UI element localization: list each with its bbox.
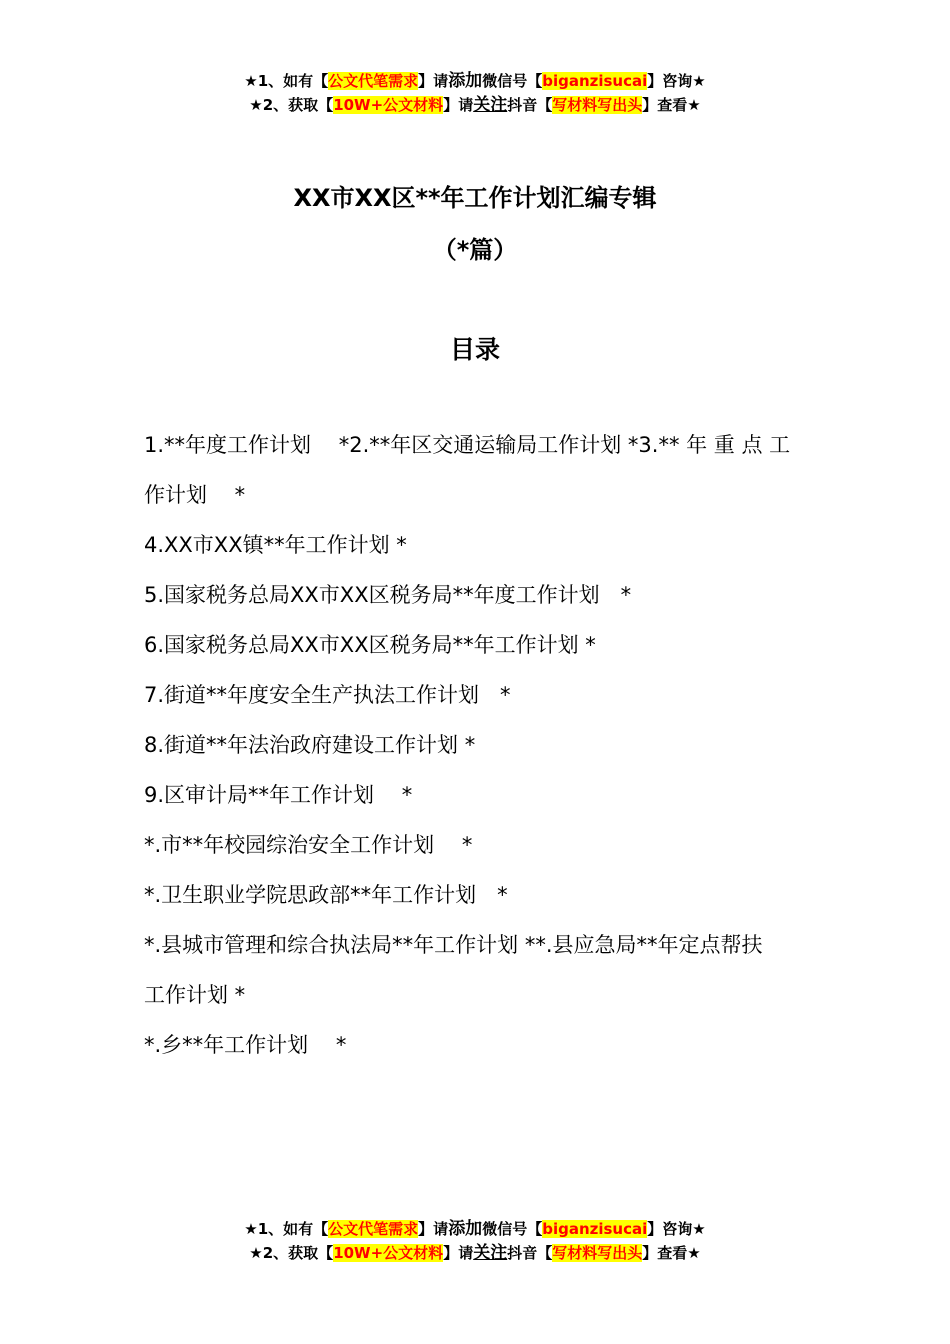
banner-text: 】请 (418, 72, 449, 90)
banner-emphasis: 关注 (473, 95, 508, 115)
banner-highlight: 10W+公文材料 (333, 1244, 444, 1262)
document-title: XX市XX区**年工作计划汇编专辑 (293, 184, 657, 212)
footer-banner (0, 1217, 950, 1265)
banner-douyin-id: 写材料写出头 (552, 96, 643, 114)
banner-line-1 (0, 69, 950, 93)
table-of-contents (144, 420, 808, 1070)
toc-line[interactable]: 6.国家税务总局XX市XX区税务局**年工作计划 * (144, 633, 596, 657)
banner-text: 抖音【 (507, 1244, 553, 1262)
banner-douyin-id: 写材料写出头 (552, 1244, 643, 1262)
toc-line[interactable]: 8.街道**年法治政府建设工作计划 * (144, 733, 476, 757)
banner-text: 】查看★ (642, 1244, 701, 1262)
banner-text: 】请 (443, 96, 474, 114)
toc-line[interactable]: 4.XX市XX镇**年工作计划 * (144, 533, 407, 557)
banner-text: 微信号【 (482, 72, 543, 90)
banner-text: ★1、如有【 (244, 72, 329, 90)
toc-line[interactable]: 9.区审计局**年工作计划 * (144, 783, 413, 807)
toc-line[interactable]: *.卫生职业学院思政部**年工作计划 * (144, 883, 508, 907)
toc-line[interactable]: 作计划 * (144, 483, 246, 507)
header-banner (0, 69, 950, 117)
banner-text: 抖音【 (507, 96, 553, 114)
banner-wechat-id: biganzisucai (542, 1220, 648, 1238)
banner-text: ★2、获取【 (249, 96, 334, 114)
banner-highlight: 公文代笔需求 (328, 72, 419, 90)
banner-text: ★2、获取【 (249, 1244, 334, 1262)
toc-line[interactable]: 5.国家税务总局XX市XX区税务局**年度工作计划 * (144, 583, 632, 607)
toc-line[interactable]: 1.**年度工作计划 *2.**年区交通运输局工作计划 *3.** 年 重 点 工 (144, 433, 791, 457)
banner-highlight: 10W+公文材料 (333, 96, 444, 114)
banner-text: 】查看★ (642, 96, 701, 114)
banner-text: 】请 (443, 1244, 474, 1262)
banner-emphasis: 添加 (448, 1219, 483, 1239)
banner-line-2 (0, 1241, 950, 1265)
banner-highlight: 公文代笔需求 (328, 1220, 419, 1238)
banner-line-1 (0, 1217, 950, 1241)
banner-wechat-id: biganzisucai (542, 72, 648, 90)
toc-line[interactable]: 7.街道**年度安全生产执法工作计划 * (144, 683, 511, 707)
banner-emphasis: 添加 (448, 71, 483, 91)
toc-line[interactable]: *.市**年校园综治安全工作计划 * (144, 833, 473, 857)
banner-line-2 (0, 93, 950, 117)
banner-text: ★1、如有【 (244, 1220, 329, 1238)
toc-line[interactable]: 工作计划 * (144, 983, 246, 1007)
banner-text: 】请 (418, 1220, 449, 1238)
banner-text: 微信号【 (482, 1220, 543, 1238)
banner-emphasis: 关注 (473, 1243, 508, 1263)
toc-line[interactable]: *.乡**年工作计划 * (144, 1033, 347, 1057)
banner-text: 】咨询★ (647, 1220, 706, 1238)
toc-heading: 目录 (449, 335, 500, 364)
document-subtitle: （*篇） (432, 236, 518, 264)
toc-line[interactable]: *.县城市管理和综合执法局**年工作计划 **.县应急局**年定点帮扶 (144, 933, 763, 957)
banner-text: 】咨询★ (647, 72, 706, 90)
